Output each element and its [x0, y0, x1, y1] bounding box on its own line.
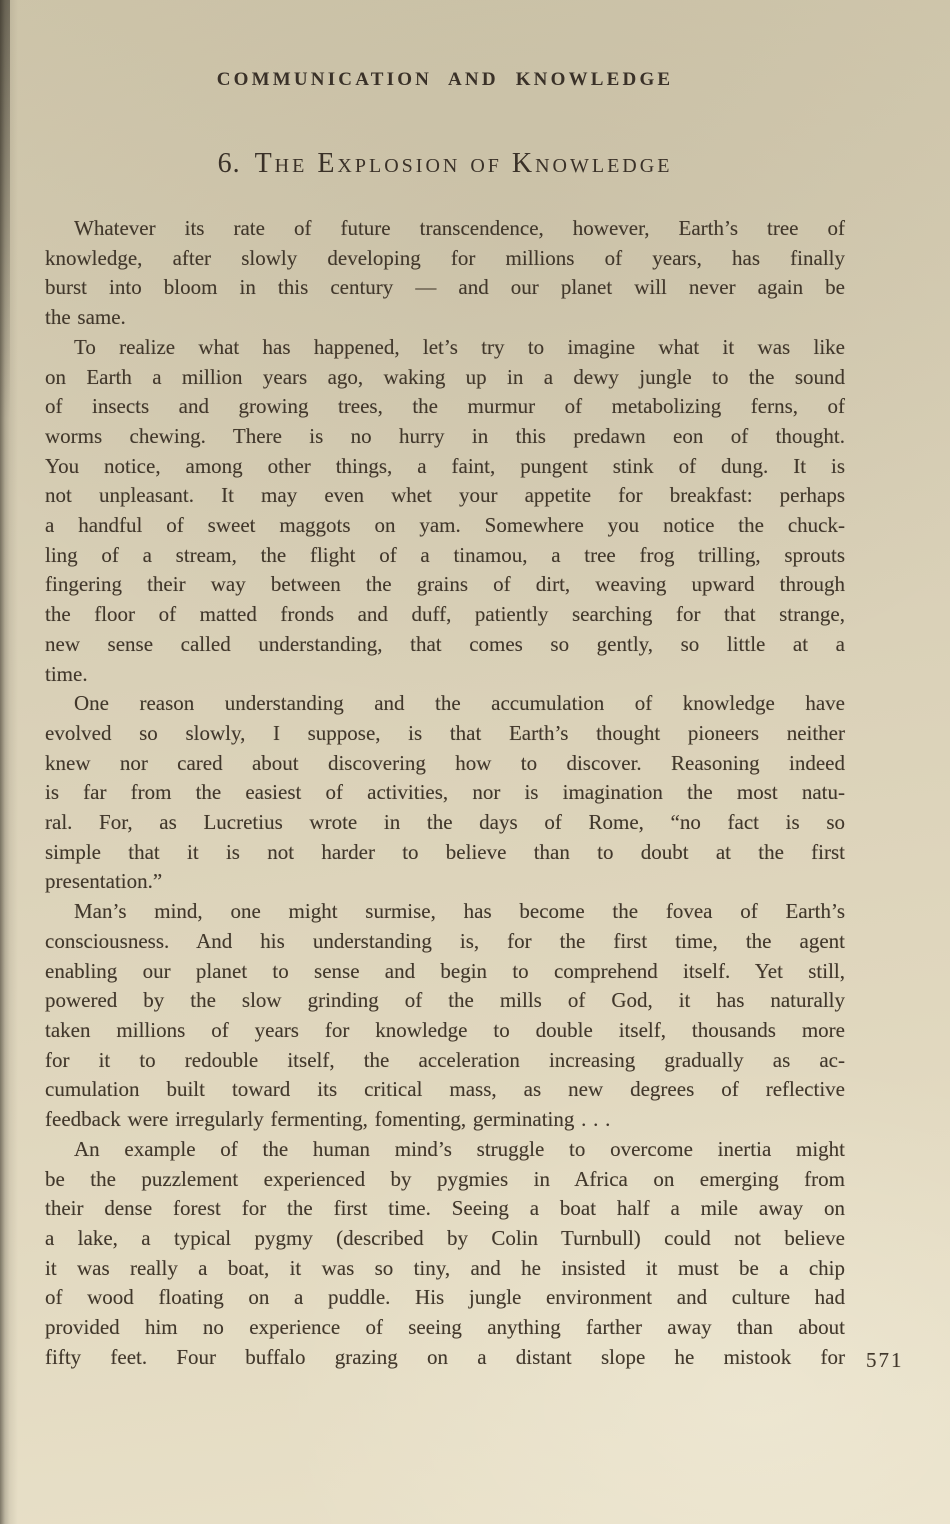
- text-line: taken millions of years for knowledge to double itself, thousands more: [45, 1017, 845, 1042]
- text-line: for it to redouble itself, the acceleration increasing gradually as ac-: [45, 1047, 845, 1072]
- text-line: new sense called understanding, that comes so gently, so little at a: [45, 631, 845, 656]
- page-binding-shadow: [0, 0, 18, 1524]
- text-line: be the puzzlement experienced by pygmies in Africa on emerging from: [45, 1166, 845, 1191]
- text-line: enabling our planet to sense and begin to comprehend itself. Yet still,: [45, 958, 845, 983]
- paragraph: [45, 689, 845, 897]
- text-line: time.: [45, 661, 88, 686]
- text-line: is far from the easiest of activities, nor is imagination the most natu-: [45, 780, 845, 805]
- text-line: An example of the human mind’s struggle to overcome inertia might: [74, 1136, 845, 1161]
- text-line: burst into bloom in this century — and our planet will never again be: [45, 275, 845, 300]
- text-line: worms chewing. There is no hurry in this predawn eon of thought.: [45, 423, 845, 448]
- text-line: simple that it is not harder to believe than to doubt at the first: [45, 839, 845, 864]
- section-heading: [45, 148, 845, 180]
- text-line: ral. For, as Lucretius wrote in the days of Rome, “no fact is so: [45, 810, 845, 835]
- text-line: consciousness. And his understanding is, for the first time, the agent: [45, 928, 845, 953]
- running-header: COMMUNICATION AND KNOWLEDGE: [216, 69, 674, 90]
- text-line: provided him no experience of seeing anything farther away than about: [45, 1315, 845, 1340]
- text-line: fifty feet. Four buffalo grazing on a distant slope he mistook for: [45, 1344, 845, 1369]
- text-line: feedback were irregularly fermenting, fomenting, germinating . . .: [45, 1107, 611, 1132]
- text-line: knew nor cared about discovering how to discover. Reasoning indeed: [45, 750, 845, 775]
- text-line: a lake, a typical pygmy (described by Colin Turnbull) could not believe: [45, 1225, 845, 1250]
- text-line: knowledge, after slowly developing for millions of years, has finally: [45, 245, 845, 270]
- text-line: evolved so slowly, I suppose, is that Earth’s thought pioneers neither: [45, 720, 845, 745]
- paragraph: [45, 333, 845, 689]
- body-text: [45, 214, 845, 1372]
- text-line: ling of a stream, the flight of a tinamou, a tree frog trilling, sprouts: [45, 542, 845, 567]
- text-line: it was really a boat, it was so tiny, and he insisted it must be a chip: [45, 1255, 845, 1280]
- text-line: a handful of sweet maggots on yam. Somewhere you notice the chuck-: [45, 513, 845, 538]
- text-line: not unpleasant. It may even whet your appetite for breakfast: perhaps: [45, 483, 845, 508]
- paragraph: [45, 1135, 845, 1373]
- text-line: presentation.”: [45, 869, 163, 894]
- text-line: powered by the slow grinding of the mills of God, it has naturally: [45, 988, 845, 1013]
- text-line: To realize what has happened, let’s try to imagine what it was like: [74, 334, 845, 359]
- text-line: their dense forest for the first time. Seeing a boat half a mile away on: [45, 1196, 845, 1221]
- text-line: cumulation built toward its critical mass, as new degrees of reflective: [45, 1077, 845, 1102]
- text-line: of insects and growing trees, the murmur of metabolizing ferns, of: [45, 394, 845, 419]
- text-line: the same.: [45, 305, 126, 330]
- section-title: The Explosion of Knowledge: [254, 148, 673, 179]
- text-line: Man’s mind, one might surmise, has become the fovea of Earth’s: [74, 899, 845, 924]
- section-number: 6.: [217, 148, 241, 179]
- text-line: the floor of matted fronds and duff, patiently searching for that strange,: [45, 602, 845, 627]
- page-number: 571: [866, 1348, 904, 1372]
- paragraph: [45, 897, 845, 1135]
- text-line: on Earth a million years ago, waking up in a dewy jungle to the sound: [45, 364, 845, 389]
- text-line: fingering their way between the grains of dirt, weaving upward through: [45, 572, 845, 597]
- text-line: of wood floating on a puddle. His jungle environment and culture had: [45, 1285, 845, 1310]
- text-line: Whatever its rate of future transcendence, however, Earth’s tree of: [74, 216, 845, 240]
- text-line: One reason understanding and the accumulation of knowledge have: [74, 691, 845, 716]
- paragraph: [45, 214, 845, 333]
- text-line: You notice, among other things, a faint, pungent stink of dung. It is: [45, 453, 845, 478]
